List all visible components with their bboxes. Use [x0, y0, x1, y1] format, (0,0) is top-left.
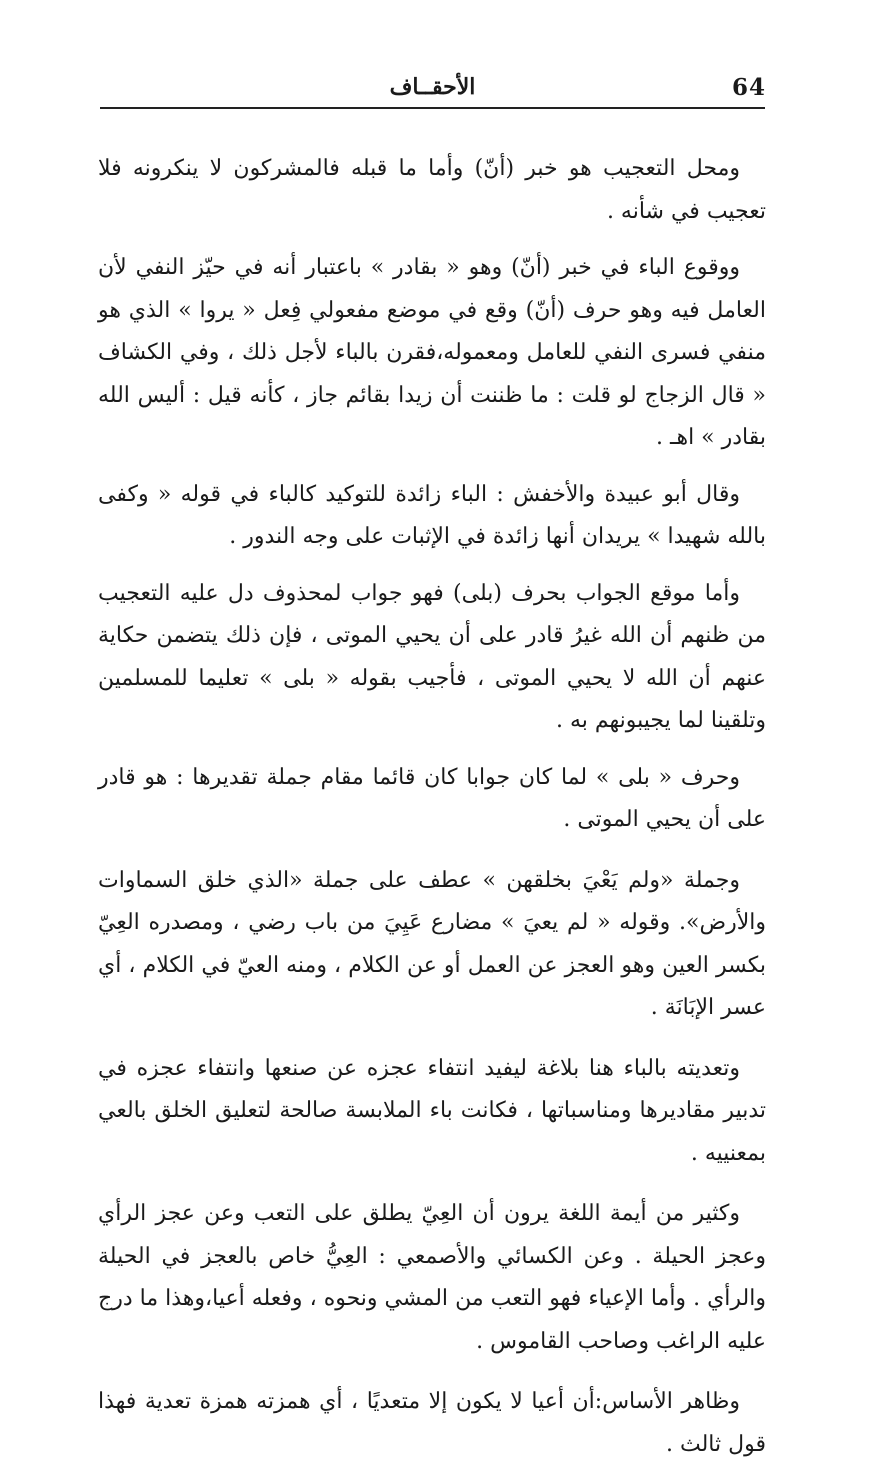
- paragraph: ووقوع الباء في خبر (أنّ) وهو « بقادر » باعتبار أنه في حيّز النفي لأن العامل فيه وهو حرف (أنّ) وقع في موضع مفعولي فِعل « يروا » الذي هو منفي فسرى النفي للعامل ومعموله،فقرن بالباء لأجل ذلك ، وفي الكشاف « قال الزجاج لو قلت : ما ظننت أن زيدا بقائم جاز ، كأنه قيل : أليس الله بقادر » اهـ .: [98, 255, 766, 450]
- running-title: الأحقــاف: [389, 74, 476, 100]
- paragraph: ومحل التعجيب هو خبر (أنّ) وأما ما قبله فالمشركون لا ينكرونه فلا تعجيب في شأنه .: [98, 156, 766, 224]
- paragraph: وحرف « بلى » لما كان جوابا كان قائما مقام جملة تقديرها : هو قادر على أن يحيي الموتى .: [98, 764, 766, 832]
- paragraph: وقال أبو عبيدة والأخفش : الباء زائدة للتوكيد كالباء في قوله « وكفى بالله شهيدا » يريدان أنها زائدة في الإثبات على وجه الندور .: [98, 481, 766, 549]
- page-header: [100, 66, 765, 106]
- header-rule: [100, 107, 765, 109]
- paragraph: وظاهر الأساس:أن أعيا لا يكون إلا متعديًا ، أي همزته همزة تعدية فهذا قول ثالث .: [98, 1389, 766, 1457]
- paragraph: وجملة «ولم يَعْيَ بخلقهن » عطف على جملة «الذي خلق السماوات والأرض». وقوله « لم يعيَ » مضارع عَيِيَ من باب رضي ، ومصدره العِيّ بكسر العين وهو العجز عن العمل أو عن الكلام ، ومنه العيّ في الكلام ، أي عسر الإبَانَة .: [98, 867, 767, 1020]
- paragraph: وكثير من أيمة اللغة يرون أن العِيّ يطلق على التعب وعن عجز الرأي وعجز الحيلة . وعن الكسائي والأصمعي : العِيُّ خاص بالعجز في الحيلة والرأي . وأما الإعياء فهو التعب من المشي ونحوه ، وفعله أعيا،وهذا ما درج عليه الراغب وصاحب القاموس .: [98, 1201, 766, 1354]
- paragraph: وتعديته بالباء هنا بلاغة ليفيد انتفاء عجزه عن صنعها وانتفاء عجزه في تدبير مقاديرها ومناسباتها ، فكانت باء الملابسة صالحة لتعليق الخلق بالعي بمعنييه .: [98, 1055, 766, 1166]
- paragraph: وأما موقع الجواب بحرف (بلى) فهو جواب لمحذوف دل عليه التعجيب من ظنهم أن الله غيرُ قادر على أن يحيي الموتى ، فإن ذلك يتضمن حكاية عنهم أن الله لا يحيي الموتى ، فأجيب بقوله « بلى » تعليما للمسلمين وتلقينا لما يجيبونهم به .: [98, 580, 766, 733]
- body-text: [98, 148, 766, 1480]
- page-number: 64: [732, 74, 767, 101]
